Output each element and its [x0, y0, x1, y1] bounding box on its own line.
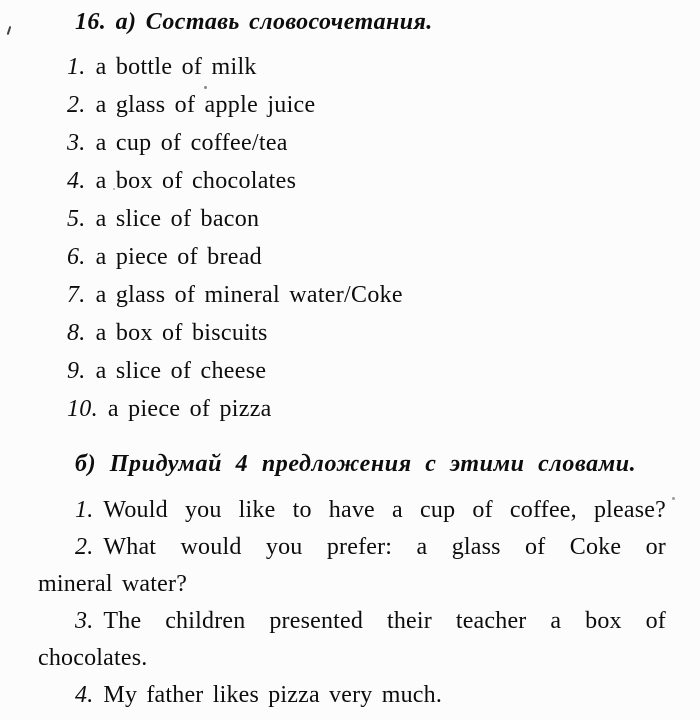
sentence-line-1 [38, 603, 666, 640]
sentence-number: 4. [75, 682, 94, 708]
phrase-item [38, 48, 666, 86]
sentence-text: What would you prefer: a glass of Coke or [103, 534, 666, 560]
item-text: a bottle of milk [95, 54, 257, 80]
scan-artifact-speck [113, 188, 115, 190]
phrase-item [38, 352, 666, 390]
sentence [38, 492, 666, 529]
sentence-number: 3. [75, 608, 94, 634]
item-number: 2. [67, 92, 86, 118]
item-number: 5. [67, 206, 86, 232]
item-text: a glass of mineral water/Coke [95, 282, 403, 308]
sentence-line-1 [38, 529, 666, 566]
item-number: 10. [67, 396, 98, 422]
sentence-text: The children presented their teacher a box of [103, 608, 666, 634]
scan-artifact-speck [672, 497, 675, 500]
item-text: a glass of apple juice [95, 92, 316, 118]
sentence [38, 677, 666, 714]
sentence-list [38, 492, 666, 714]
exercise-heading-b: б) Придумай 4 предложения с этими словами. [75, 451, 637, 477]
item-number: 6. [67, 244, 86, 270]
sentence-line-2: mineral water? [38, 571, 188, 597]
phrase-list [38, 48, 666, 428]
sentence-text: Would you like to have a cup of coffee, please? [103, 497, 666, 523]
sentence [38, 529, 666, 603]
item-number: 1. [67, 54, 86, 80]
item-number: 7. [67, 282, 86, 308]
phrase-item [38, 162, 666, 200]
item-text: a slice of bacon [95, 206, 260, 232]
sentence-text: My father likes pizza very much. [103, 682, 443, 708]
exercise-heading-a: 16. а) Составь словосочетания. [75, 9, 433, 35]
item-text: a piece of pizza [107, 396, 272, 422]
sentence-number: 2. [75, 534, 94, 560]
phrase-item [38, 390, 666, 428]
phrase-item [38, 200, 666, 238]
phrase-item [38, 124, 666, 162]
sentence [38, 603, 666, 677]
sentence-number: 1. [75, 497, 94, 523]
item-number: 4. [67, 168, 86, 194]
item-number: 9. [67, 358, 86, 384]
item-text: a box of chocolates [95, 168, 297, 194]
item-number: 8. [67, 320, 86, 346]
sentence-line-1 [38, 677, 666, 714]
item-text: a box of biscuits [95, 320, 268, 346]
phrase-item [38, 86, 666, 124]
item-text: a slice of cheese [95, 358, 267, 384]
sentence-line-2: chocolates. [38, 645, 148, 671]
item-text: a piece of bread [95, 244, 262, 270]
scan-artifact-speck [204, 86, 207, 89]
phrase-item [38, 238, 666, 276]
scan-artifact-tick [7, 26, 12, 35]
phrase-item [38, 314, 666, 352]
phrase-item [38, 276, 666, 314]
item-number: 3. [67, 130, 86, 156]
item-text: a cup of coffee/tea [95, 130, 288, 156]
sentence-line-1 [38, 492, 666, 529]
